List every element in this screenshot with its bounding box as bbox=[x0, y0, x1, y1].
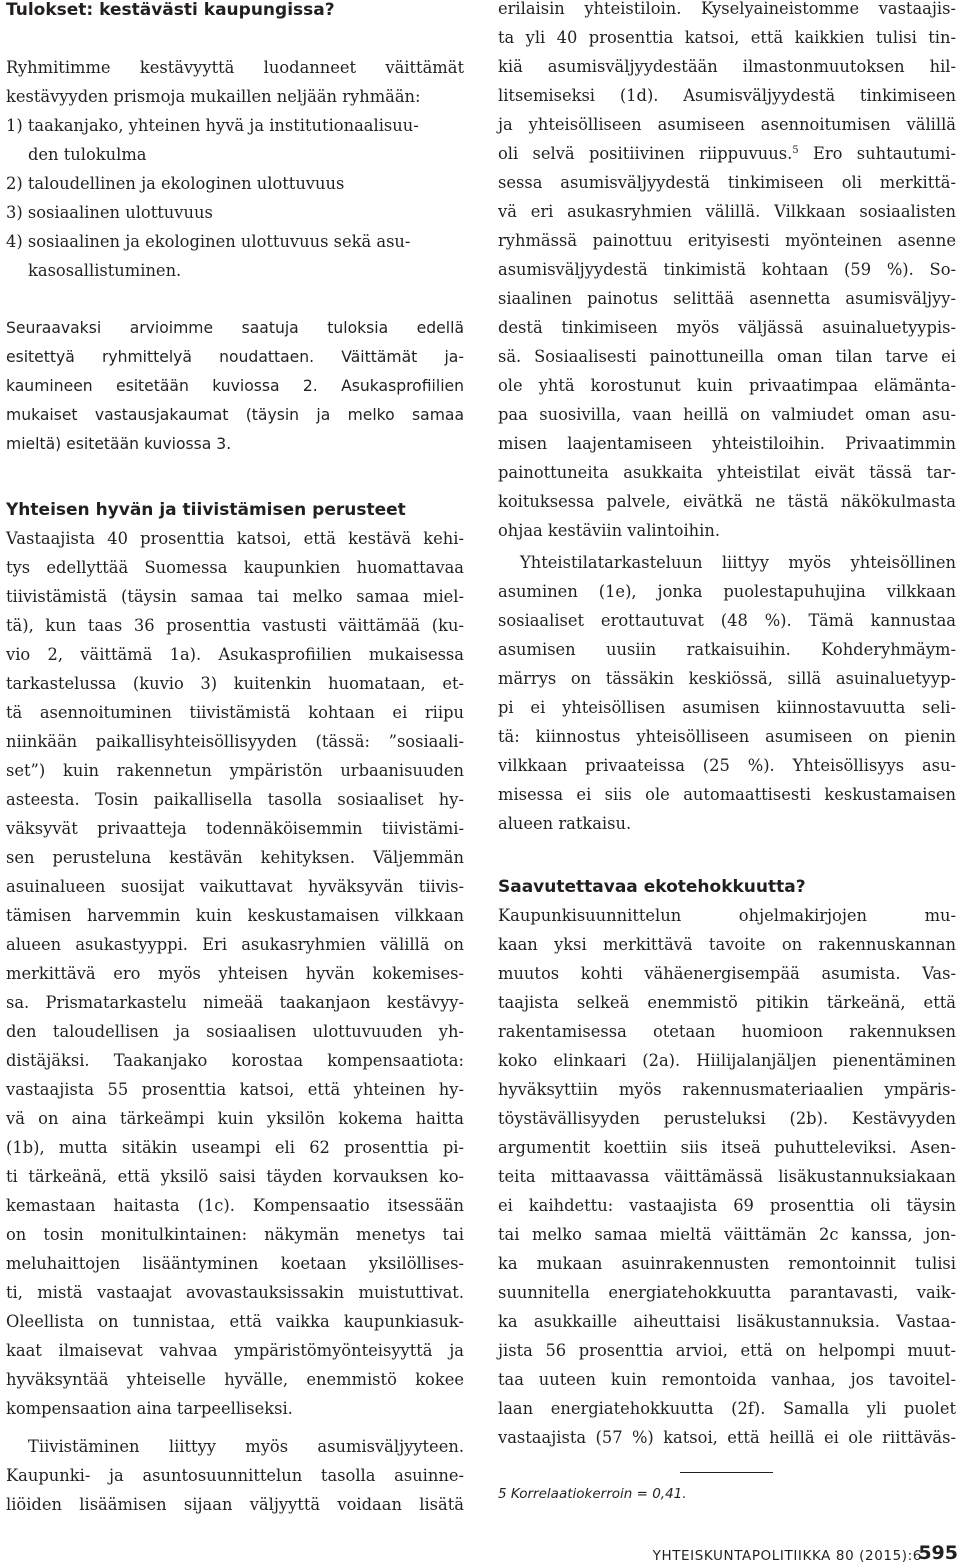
text-line: kaat ilmaisevat vahvaa ympäristömyönteisyyttä ja bbox=[6, 1341, 464, 1360]
subheading-eco-efficiency: Saavutettavaa ekotehokkuutta? bbox=[498, 877, 806, 897]
text-line: kestävyyden prismoja mukaillen neljään ryhmään: bbox=[6, 87, 421, 106]
text-line: kompensaation aina tarpeelliseksi. bbox=[6, 1399, 293, 1418]
text-line: ei kaihdettu: vastaajista 69 prosenttia oli täysin bbox=[498, 1196, 956, 1215]
list-item: 4) sosiaalinen ja ekologinen ulottuvuus sekä asu- bbox=[6, 232, 411, 251]
list-item: 3) sosiaalinen ulottuvuus bbox=[6, 203, 213, 222]
text-line: alueen asukastyyppi. Eri asukasryhmien välillä on bbox=[6, 935, 464, 954]
text-line: ti, mistä vastaajat avovastauksissakin muistuttivat. bbox=[6, 1283, 464, 1302]
text-line: vä eri asukasryhmien välillä. Vilkkaan sosiaalisten bbox=[498, 202, 956, 221]
continuation-paragraph bbox=[498, 0, 956, 545]
text-line: taa uuteen kuin remontoida vanhaa, jos tavoitel- bbox=[498, 1370, 956, 1389]
list-item-cont: den tulokulma bbox=[28, 145, 147, 164]
text-line: asteesta. Tosin paikallisella tasolla sosiaaliset hy- bbox=[6, 790, 464, 809]
section-title: Tulokset: kestävästi kaupungissa? bbox=[6, 0, 335, 20]
text-line: ka mukaan asuinrakennusten remontoinnit tulisi bbox=[498, 1254, 956, 1273]
text-line: destä tinkimiseen myös väljässä asuinaluetyypis- bbox=[498, 318, 956, 337]
text-line: argumentit koettiin siis itseä puhutteleviksi. Asen- bbox=[498, 1138, 956, 1157]
text-line: vä on aina tärkeämpi kuin yksilön kokema haitta bbox=[6, 1109, 464, 1128]
footnote-ref: 5 bbox=[792, 145, 799, 156]
text-line: kiä asumisväljyydestään ilmastonmuutoksen hil- bbox=[498, 57, 956, 76]
text-line: asuinalueen suosijat vaikuttavat hyväksyvän tiivis- bbox=[6, 877, 464, 896]
text-fragment: oli selvä positiivinen riippuvuus. bbox=[498, 144, 793, 163]
text-line: asumisväljyydestä tinkimistä kohtaan (59 %). So- bbox=[498, 260, 956, 279]
text-line: niinkään paikallisyhteisöllisyyden (tässä: ”sosiaali- bbox=[6, 732, 464, 751]
text-line: koko elinkaari (2a). Hiilijalanjäljen pienentäminen bbox=[498, 1051, 956, 1070]
list-item: 1) taakanjako, yhteinen hyvä ja institutionaalisuu- bbox=[6, 116, 419, 135]
text-line: kemastaan haitasta (1c). Kompensaatio itsessään bbox=[6, 1196, 464, 1215]
text-line: ohjaa kestäviin valintoihin. bbox=[498, 521, 721, 540]
text-line: ole yhtä korostunut kuin privaatimpaa elämänta- bbox=[498, 376, 956, 395]
text-line: asuminen (1e), jonka puolestapuhujina vilkkaan bbox=[498, 582, 956, 601]
shared-living-paragraph bbox=[498, 548, 956, 838]
text-line: rakentamisessa otetaan huomioon rakennuksen bbox=[498, 1022, 956, 1041]
text-line: töystävällisyyden perusteluksi (2b). Kestävyyden bbox=[498, 1109, 956, 1128]
eco-efficiency-paragraph bbox=[498, 901, 956, 1452]
text-line: tai melko samaa mieltä väittämän 2c kanssa, jon- bbox=[498, 1225, 956, 1244]
text-line: jista 56 prosenttia arvioi, että on helpompi muut- bbox=[498, 1341, 956, 1360]
text-line: Seuraavaksi arvioimme saatuja tuloksia edellä bbox=[6, 319, 464, 337]
text-line: sen perusteluna kestävän kehityksen. Väljemmän bbox=[6, 848, 464, 867]
text-line: sessa asumisväljyydestä tinkimiseen oli merkittä- bbox=[498, 173, 956, 192]
text-line: painottuneita asukkaita yhteistilat eivät tässä tar- bbox=[498, 463, 956, 482]
text-line: märrys on tässäkin keskiössä, sillä asuinaluetyyp- bbox=[498, 669, 956, 688]
text-line: laan energiatehokkuutta (2f). Samalla yli puolet bbox=[498, 1399, 956, 1418]
text-line: siaalinen painotus selittää asennetta asumisväljyy- bbox=[498, 289, 956, 308]
text-line-with-footnote bbox=[498, 139, 956, 168]
text-line: Yhteistilatarkasteluun liittyy myös yhteisöllinen bbox=[520, 553, 956, 572]
text-line: sä. Sosiaalisesti painottuneilla oman tilan tarve ei bbox=[498, 347, 956, 366]
footnote: 5 Korrelaatiokerroin = 0,41. bbox=[498, 1486, 687, 1502]
journal-citation: YHTEISKUNTAPOLITIIKKA 80 (2015):6 bbox=[652, 1548, 922, 1564]
common-good-paragraph bbox=[6, 524, 464, 1423]
text-line: misessa ei siis ole automaattisesti keskustamaisen bbox=[498, 785, 956, 804]
text-line: Oleellista on tunnistaa, että vaikka kaupunkiasuk- bbox=[6, 1312, 464, 1331]
text-line: alueen ratkaisu. bbox=[498, 814, 632, 833]
text-line: tämisen harvemmin kuin keskustamaisen vilkkaan bbox=[6, 906, 464, 925]
list-item: 2) taloudellinen ja ekologinen ulottuvuus bbox=[6, 174, 345, 193]
text-line: väksyvät privaatteja todennäköisemmin tiivistämi- bbox=[6, 819, 464, 838]
text-line: erilaisin yhteistiloin. Kyselyaineistomme vastaajis- bbox=[498, 0, 956, 18]
text-line: tiivistämistä (täysin samaa tai melko samaa miel- bbox=[6, 587, 464, 606]
text-line: tä), kun taas 36 prosenttia vastusti väittämää (ku- bbox=[6, 616, 464, 635]
text-line: tä: kiinnostus yhteisölliseen asumiseen on pienin bbox=[498, 727, 956, 746]
list-item-cont: kasosallistuminen. bbox=[28, 261, 182, 280]
text-line: ti tärkeänä, että yksilö saisi täyden korvauksen ko- bbox=[6, 1167, 464, 1186]
text-line: hyväksyntää yhteiselle hyvälle, enemmistö kokee bbox=[6, 1370, 464, 1389]
text-line: esitettyä ryhmittelyä noudattaen. Väittämät ja- bbox=[6, 348, 464, 366]
text-line: muutos kohti vähäenergisempää asumista. Vas- bbox=[498, 964, 956, 983]
page-number: 595 bbox=[918, 1542, 958, 1564]
text-line: kaan yksi merkittävä tavoite on rakennuskannan bbox=[498, 935, 956, 954]
text-line: merkittävä ero myös yhteisen hyvän kokemises- bbox=[6, 964, 464, 983]
text-line: mieltä) esitetään kuviossa 3. bbox=[6, 435, 232, 453]
text-line: paa suosivilla, vaan heillä on valmiudet oman asu- bbox=[498, 405, 956, 424]
subheading-common-good: Yhteisen hyvän ja tiivistämisen perusteet bbox=[6, 500, 406, 520]
text-line: meluhaittojen lisääntyminen koetaan yksilöllises- bbox=[6, 1254, 464, 1273]
text-line: vio 2, väittämä 1a). Asukasprofiilien mukaisessa bbox=[6, 645, 464, 664]
text-line: Kaupunki- ja asuntosuunnittelun tasolla asuinne- bbox=[6, 1466, 464, 1485]
text-line: misen laajentamiseen yhteistiloihin. Privaatimmin bbox=[498, 434, 956, 453]
text-line: vilkkaan privaateissa (25 %). Yhteisöllisyys asu- bbox=[498, 756, 956, 775]
footnote-divider bbox=[680, 1472, 773, 1473]
text-line: mukaiset vastausjakaumat (täysin ja melko samaa bbox=[6, 406, 464, 424]
text-line: Ryhmitimme kestävyyttä luodanneet väittämät bbox=[6, 58, 464, 77]
text-line: sa. Prismatarkastelu nimeää taakanjaon kestävyy- bbox=[6, 993, 464, 1012]
text-line: vastaajista (57 %) katsoi, että heillä ei ole riittäväs- bbox=[498, 1428, 956, 1447]
text-line: suunnitella energiatehokkuutta parantavasti, vaik- bbox=[498, 1283, 956, 1302]
text-line: ja yhteisölliseen asumiseen asennoitumisen välillä bbox=[498, 115, 956, 134]
text-line: liöiden lisäämisen sijaan väljyyttä voidaan lisätä bbox=[6, 1495, 464, 1514]
text-line: ka asukkaille aiheuttaisi lisäkustannuksia. Vastaa- bbox=[498, 1312, 956, 1331]
densification-paragraph bbox=[6, 1432, 464, 1519]
text-line: ta yli 40 prosenttia katsoi, että kaikkien tulisi tin- bbox=[498, 28, 956, 47]
text-line: teita mittaavassa väittämässä lisäkustannuksiakaan bbox=[498, 1167, 956, 1186]
text-line: tys edellyttää Suomessa kaupunkien huomattavaa bbox=[6, 558, 464, 577]
text-line: on tosin monitulkintainen: näkymän menetys tai bbox=[6, 1225, 464, 1244]
text-line: distäjäksi. Taakanjako korostaa kompensaatiota: bbox=[6, 1051, 464, 1070]
text-line: hyväksyttiin myös rakennusmateriaalien ympäris- bbox=[498, 1080, 956, 1099]
text-line: koituksessa palvele, eivätkä ne tästä näkökulmasta bbox=[498, 492, 956, 511]
text-line: (1b), mutta sitäkin useampi eli 62 prosenttia pi- bbox=[6, 1138, 464, 1157]
text-line: pi ei yhteisöllisen asumisen kiinnostavuutta seli- bbox=[498, 698, 956, 717]
text-line: taajista selkeä enemmistö pitikin tärkeänä, että bbox=[498, 993, 956, 1012]
text-line: set”) kuin rakennetun ympäristön urbaanisuuden bbox=[6, 761, 464, 780]
text-line: sosiaaliset erottautuvat (48 %). Tämä kannustaa bbox=[498, 611, 956, 630]
text-line: asumisen uusiin ratkaisuihin. Kohderyhmäym- bbox=[498, 640, 956, 659]
text-line: vastaajista 55 prosenttia katsoi, että yhteinen hy- bbox=[6, 1080, 464, 1099]
text-line: Vastaajista 40 prosenttia katsoi, että kestävä kehi- bbox=[6, 529, 464, 548]
text-line: kaumineen esitetään kuviossa 2. Asukasprofiilien bbox=[6, 377, 464, 395]
text-line: tä asennoituminen tiivistämistä kohtaan ei riipu bbox=[6, 703, 464, 722]
intro-paragraph bbox=[6, 53, 464, 285]
text-line: Kaupunkisuunnittelun ohjelmakirjojen mu- bbox=[498, 906, 956, 925]
text-line: den taloudellisen ja sosiaalisen ulottuvuuden yh- bbox=[6, 1022, 464, 1041]
text-line: tarkastelussa (kuvio 3) kuitenkin huomataan, et- bbox=[6, 674, 464, 693]
text-line: ryhmässä painottuu erityisesti myönteinen asenne bbox=[498, 231, 956, 250]
text-fragment: Ero suhtautumi- bbox=[798, 144, 957, 163]
text-line: litsemiseksi (1d). Asumisväljyydestä tinkimiseen bbox=[498, 86, 956, 105]
method-paragraph bbox=[6, 314, 464, 459]
text-line: Tiivistäminen liittyy myös asumisväljyyteen. bbox=[28, 1437, 464, 1456]
